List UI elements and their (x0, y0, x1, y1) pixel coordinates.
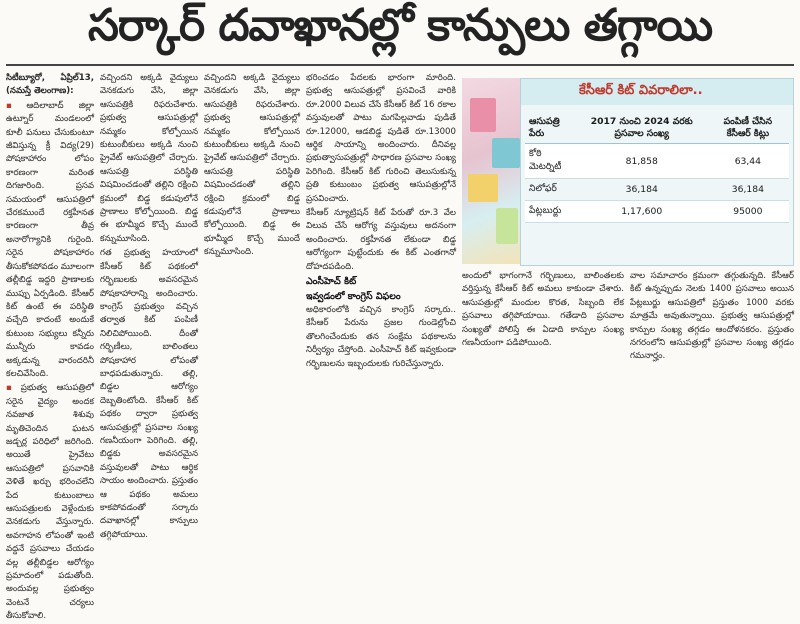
table-cell: నిలోఫర్ (525, 179, 577, 201)
paragraph: గత ప్రభుత్వ హయాంలో కేసీఆర్ కిట్ పథకంలో గర్భిణులకు అవసరమైన పోషకాహారాన్ని అందించారు. కాంగ్రెస్ ప్రభుత్వం వచ్చిన తర్వాత కిట్ పంపిణీ నిలిచిపోయింది. దీంతో గర్భిణీలు, బాలింతలు పోషకాహార లోపంతో బాధపడుతున్నారు. తల్లి, బిడ్డల ఆరోగ్యం దెబ్బతింటోంది. కేసీఆర్ కిట్ పథకం ద్వారా ప్రభుత్వ ఆసుపత్రుల్లో ప్రసవాల సంఖ్య గణనీయంగా పెరిగింది. తల్లి, బిడ్డకు అవసరమైన వస్తువులతో పాటు ఆర్థిక సాయం అందించారు. ప్రస్తుతం ఆ పథకం అమలు కాకపోవడంతో సర్కారు దవాఖానల్లో కాన్పులు తగ్గిపోయాయి. (100, 248, 198, 540)
table-cell: 1,17,600 (577, 201, 707, 223)
column-5 (462, 270, 624, 428)
kcr-kit-details-box (520, 78, 794, 266)
paragraph: భరించడం పేదలకు భారంగా మారింది. ప్రభుత్వ ఆసుపత్రుల్లో ప్రసవించే వారికి రూ.2000 విలువ చేసే కేసీఆర్ కిట్ 16 రకాల వస్తువులతో పాటు మగపిల్లవాడు పుడితే రూ.12000, ఆడబిడ్డ పుడితే రూ.13000 ఆర్థిక సాయాన్ని అందించారు. దీనివల్ల ప్రభుత్వాసుపత్రుల్లో సాధారణ ప్రసవాల సంఖ్య పెరిగింది. కేసీఆర్ కిట్ గురించి తెలుసుకున్న ప్రతి కుటుంబం ప్రభుత్వ ఆసుపత్రుల్లోనే ప్రసవించారు. (306, 73, 456, 204)
kit-table (525, 113, 789, 223)
column-1 (6, 72, 95, 622)
kit-item-photo (496, 208, 518, 244)
paragraph: ▪ ప్రభుత్వ ఆసుపత్రిలో సరైన వైద్యం అందక నవజాత శిశువు మృతిచెందిన ఘటన జడ్చర్ల పరిధిలో జరిగింది. అయితే ప్రైవేటు ఆసుపత్రిలో ప్రసవానికి వెళితే ఖర్చు భరించలేని పేద కుటుంబాలు ఆసుపత్రులకు వెళ్లేందుకు వెనకడుగు వేస్తున్నారు. అవగాహన లోపంతో ఇంటి వద్దనే ప్రసవాలు చేయడం వల్ల తల్లీబిడ్డల ఆరోగ్యం ప్రమాదంలో పడుతోంది. అందువల్ల ప్రభుత్వం వెంటనే చర్యలు తీసుకోవాలి. (6, 382, 94, 623)
table-cell: 81,858 (577, 144, 707, 179)
subhead: ఇవ్వడంలో కాంగ్రెస్ విఫలం (306, 290, 401, 302)
kcr-kit-photo (462, 78, 526, 264)
kit-item-photo (470, 98, 496, 132)
headline-rule (6, 64, 794, 66)
column-header: పంపిణీ చేసిన కేసీఆర్ కిట్లు (707, 113, 789, 144)
kit-box-title: కేసీఆర్ కిట్ వివరాలిలా.. (521, 79, 793, 105)
kit-item-photo (492, 138, 520, 168)
dateline: సిటీబ్యూరో, ఏప్రిల్13, (నమస్తే తెలంగాణ): (6, 73, 94, 97)
table-header-row (525, 113, 789, 144)
subhead: ఎంసీహెచ్ కిట్ (306, 276, 357, 288)
column-3 (204, 72, 300, 428)
paragraph: వాల సమాచారం క్రమంగా తగ్గుతున్నది. కేసీఆర్ కిట్ ఉన్నప్పుడు నెలకు 1400 ప్రసవాలు అయిన పేట్లబుర్జు ఆసుపత్రిలో ప్రస్తుతం 1000 వరకు మాత్రమే అవుతున్నాయి. ప్రభుత్వ ఆసుపత్రుల్లో కాన్పుల సంఖ్య తగ్గడం ఆందోళనకరం. ప్రస్తుతం నగరంలోని ఆసుపత్రుల్లో ప్రసవాల సంఖ్య తగ్గడం గమనార్హం. (630, 271, 794, 362)
paragraph: అధికారంలోకి వచ్చిన కాంగ్రెస్ సర్కారు.. కేసీఆర్ పేరును ప్రజల గుండెల్లోంచి తొలగించేందుకు తన సంక్షేమ పథకాలను నిర్వీర్యం చేస్తోంది. ఎంసీహెచ్ కిట్ ఇవ్వకుండా గర్భిణులను ఇబ్బందులకు గురిచేస్తున్నారు. (306, 304, 456, 369)
column-2 (100, 72, 198, 540)
table-cell: 95000 (707, 201, 789, 223)
paragraph: వచ్చిందని అక్కడి వైద్యులు వెనకడుగు వేసి, జిల్లా ఆసుపత్రికి రిఫరుచేశారు. ప్రభుత్వ ఆసుపత్రుల్లో నమ్మకం కోల్పోయిన కుటుంబీకులు అక్కడి నుంచి ప్రైవేట్ ఆసుపత్రిలో చేర్చారు. ఆసుపత్రి పరిస్థితి విషమించడంతో తల్లిని రక్షించి క్రమంలో బిడ్డ కడుపులోనే ప్రాణాలు కోల్పోయింది. బిడ్డ ఈ భూమ్మీద కొచ్చే ముందే కన్నుమూసింది. (100, 73, 198, 244)
paragraph: అందులో భాగంగానే గర్భిణులు, బాలింతలకు వర్తిస్తున్న కేసీఆర్ కిట్ అమలు కాకుండా చేశారు. ఆసుపత్రుల్లో మందుల కొరత, సిబ్బంది లేక ప్రసవాలు తగ్గిపోయాయి. గతేడాది ప్రసవాల సంఖ్యతో పోలిస్తే ఈ ఏడాది కాన్పుల సంఖ్య గణనీయంగా పడిపోయింది. (462, 271, 624, 349)
paragraph: వచ్చిందని అక్కడి వైద్యులు వెనకడుగు వేసి, జిల్లా ఆసుపత్రికి రిఫరుచేశారు. ప్రభుత్వ ఆసుపత్రుల్లో నమ్మకం కోల్పోయిన కుటుంబీకులు అక్కడి నుంచి ప్రైవేట్ ఆసుపత్రిలో చేర్చారు. ఆసుపత్రి పరిస్థితి విషమించడంతో తల్లిని రక్షించి క్రమంలో బిడ్డ కడుపులోనే ప్రాణాలు కోల్పోయింది. బిడ్డ ఈ భూమ్మీద కొచ్చే ముందే కన్నుమూసింది. (204, 73, 300, 258)
table-cell: 36,184 (707, 179, 789, 201)
column-header: 2017 నుంచి 2024 వరకు ప్రసవాల సంఖ్య (577, 113, 707, 144)
table-cell: కోఠి మెటర్నిటీ (525, 144, 577, 179)
table-cell: 36,184 (577, 179, 707, 201)
table-row (525, 144, 789, 179)
table-cell: పేట్లబుర్జు (525, 201, 577, 223)
table-row (525, 201, 789, 223)
column-header: ఆసుపత్రి పేరు (525, 113, 577, 144)
headline: సర్కార్ దవాఖానల్లో కాన్పులు తగ్గాయి (87, 0, 713, 51)
paragraph: కేసీఆర్ న్యూట్రిషన్ కిట్ పేరుతో రూ.3 వేల విలువ చేసే ఆరోగ్య వస్తువులు అదనంగా అందించారు. రక్తహీనత లేకుండా బిడ్డ ఆరోగ్యంగా పుట్టేందుకు ఈ కిట్ ఎంతగానో దోహదపడింది. (306, 208, 456, 272)
column-6 (630, 270, 794, 428)
table-cell: 63,44 (707, 144, 789, 179)
column-4 (306, 72, 456, 428)
kit-item-photo (468, 174, 498, 202)
paragraph: ▪ ఆదిలాబాద్ జిల్లా ఉట్నూర్ మండలంలో కూలీ పనులు చేసుకుంటూ జీవిస్తున్న క్రీ విద్య(29) పోషకాహారం లోపం కారణంగా మరింత దిగజారింది. ప్రసవ సమయంలో ఆసుపత్రిలో చేరకముందే రక్తహీనత కారణంగా తీవ్ర అనారోగ్యానికి గురైంది. సరైన పోషకాహారం తీసుకోకపోవడం మూలంగా తల్లీబిడ్డ ఇద్దరి ప్రాణాలకు ముప్పు ఏర్పడింది. కేసీఆర్ కిట్ ఉంటే ఈ పరిస్థితి వచ్చేది కాదంటే అందుకే కుటుంబ సభ్యులు కన్నీరు మున్నీరు కావడం అక్కడున్న వారందరినీ కలచివేసింది. (6, 100, 94, 382)
table-row (525, 179, 789, 201)
